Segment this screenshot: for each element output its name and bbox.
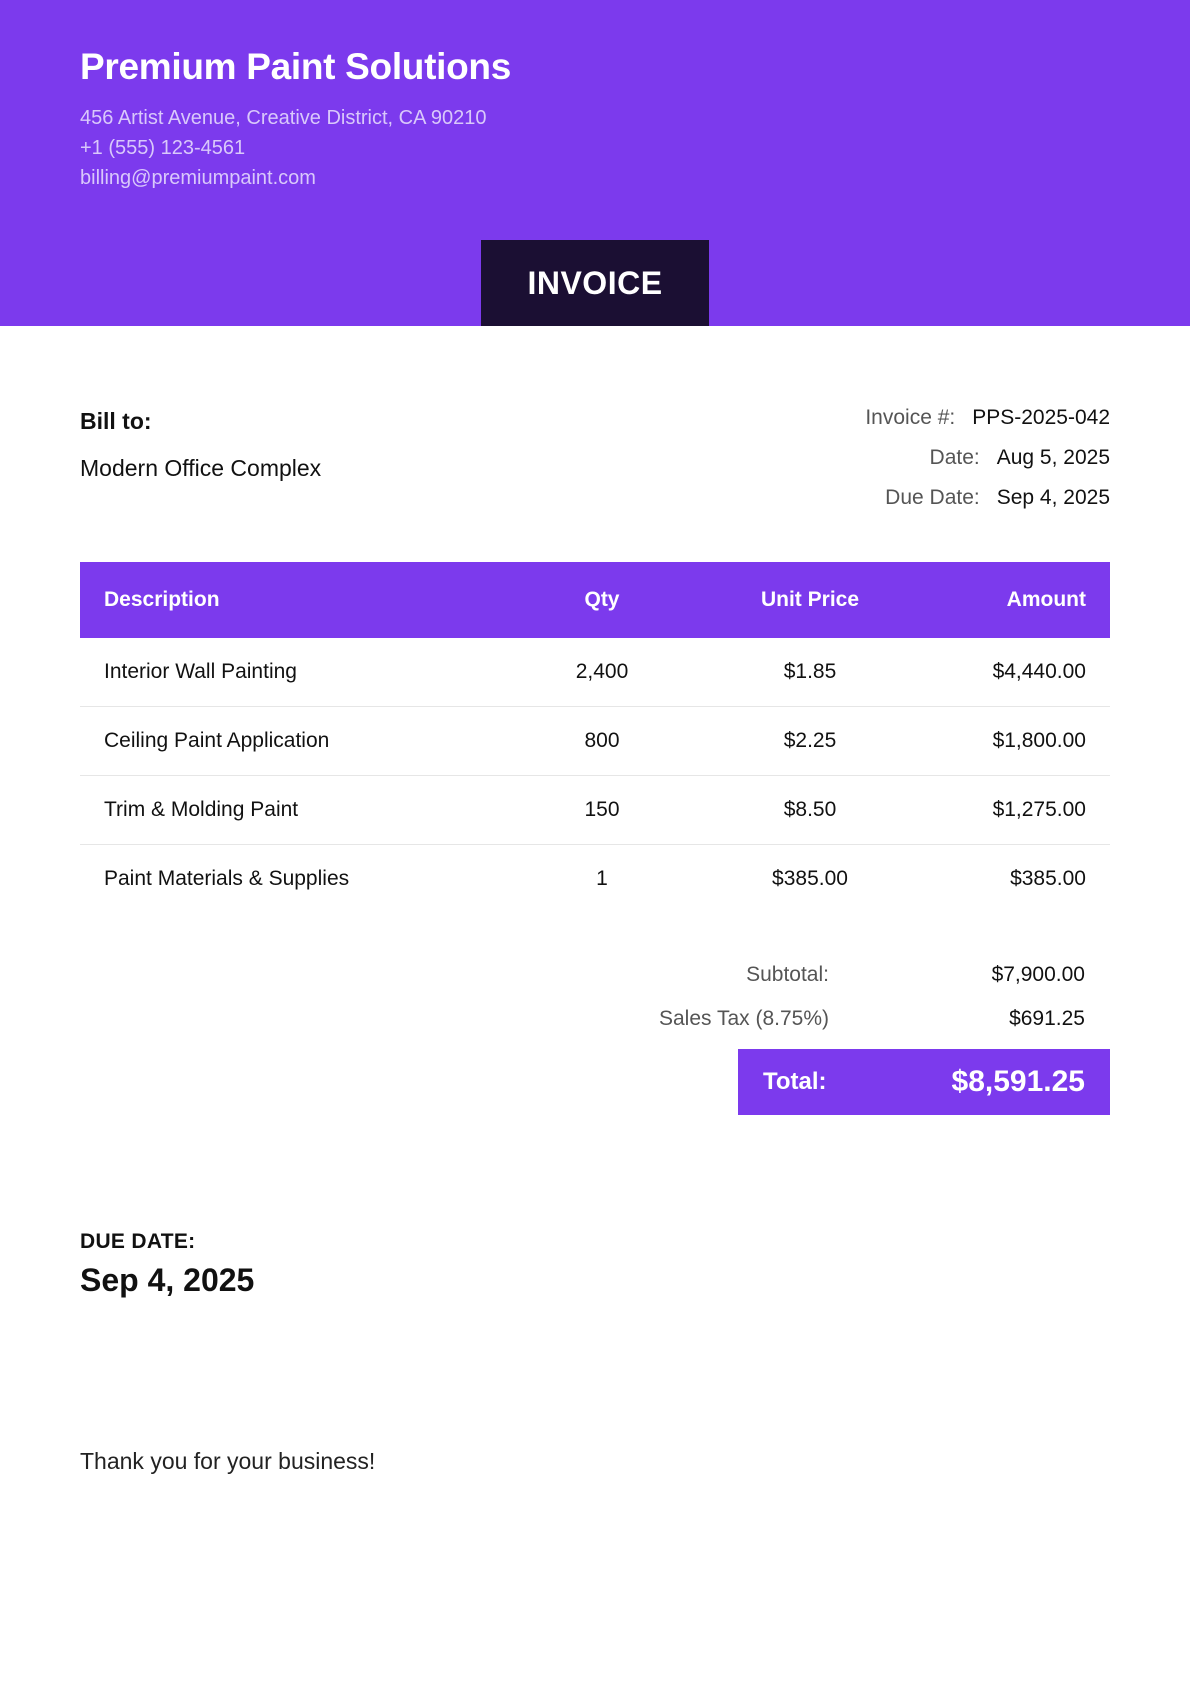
item-amount: $1,275.00: [934, 776, 1110, 845]
invoice-header: [0, 0, 1190, 326]
due-date-heading: DUE DATE:: [80, 1230, 196, 1253]
item-unit-price: $385.00: [772, 867, 848, 890]
table-row: [80, 845, 1110, 914]
invoice-number-value: PPS-2025-042: [972, 406, 1110, 429]
company-address: 456 Artist Avenue, Creative District, CA 90210: [80, 107, 487, 129]
subtotal-row: [580, 963, 1085, 987]
due-date-row: [610, 486, 1110, 526]
header-description: Description: [80, 562, 518, 638]
due-date-label: Due Date:: [885, 486, 980, 509]
tax-value: $691.25: [1009, 1007, 1085, 1030]
table-row: [80, 776, 1110, 845]
item-unit-price: $1.85: [686, 638, 934, 707]
item-qty: 1: [596, 867, 608, 890]
total-label: Total:: [763, 1068, 827, 1095]
item-amount: $385.00: [1010, 867, 1086, 890]
total-box: [738, 1049, 1110, 1115]
tax-label: Sales Tax (8.75%): [658, 1007, 829, 1030]
item-description: Ceiling Paint Application: [80, 707, 518, 776]
invoice-meta: [610, 406, 1110, 526]
invoice-date-value: Aug 5, 2025: [996, 446, 1110, 469]
company-phone: +1 (555) 123-4561: [80, 137, 246, 159]
invoice-date-row: [610, 446, 1110, 486]
item-qty: 2,400: [518, 638, 686, 707]
subtotal-label: Subtotal:: [746, 963, 829, 986]
item-description: Paint Materials & Supplies: [104, 867, 350, 890]
item-qty: 150: [518, 776, 686, 845]
thank-you-note: Thank you for your business!: [80, 1448, 376, 1474]
company-name: Premium Paint Solutions: [80, 46, 511, 87]
invoice-number-row: [610, 406, 1110, 446]
company-email: billing@premiumpaint.com: [80, 167, 316, 189]
item-amount: $1,800.00: [934, 707, 1110, 776]
due-date-large: Sep 4, 2025: [80, 1262, 255, 1298]
line-items-table: [80, 562, 1110, 913]
header-qty: Qty: [518, 562, 686, 638]
table-row: [80, 707, 1110, 776]
item-amount: $4,440.00: [934, 638, 1110, 707]
item-qty: 800: [518, 707, 686, 776]
total-value: $8,591.25: [951, 1065, 1085, 1098]
table-header-row: [80, 562, 1110, 638]
bill-to-label: Bill to:: [80, 408, 152, 434]
item-unit-price: $2.25: [686, 707, 934, 776]
subtotal-value: $7,900.00: [991, 963, 1085, 986]
item-description: Trim & Molding Paint: [80, 776, 518, 845]
bill-to-name: Modern Office Complex: [80, 455, 322, 481]
invoice-date-label: Date:: [929, 446, 980, 469]
item-description: Interior Wall Painting: [80, 638, 518, 707]
due-date-value: Sep 4, 2025: [996, 486, 1110, 509]
item-unit-price: $8.50: [686, 776, 934, 845]
table-row: [80, 638, 1110, 707]
header-unit-price: Unit Price: [686, 562, 934, 638]
invoice-number-label: Invoice #:: [865, 406, 956, 429]
tax-row: [580, 1007, 1085, 1031]
header-amount: Amount: [934, 562, 1110, 638]
invoice-title: INVOICE: [481, 240, 709, 326]
